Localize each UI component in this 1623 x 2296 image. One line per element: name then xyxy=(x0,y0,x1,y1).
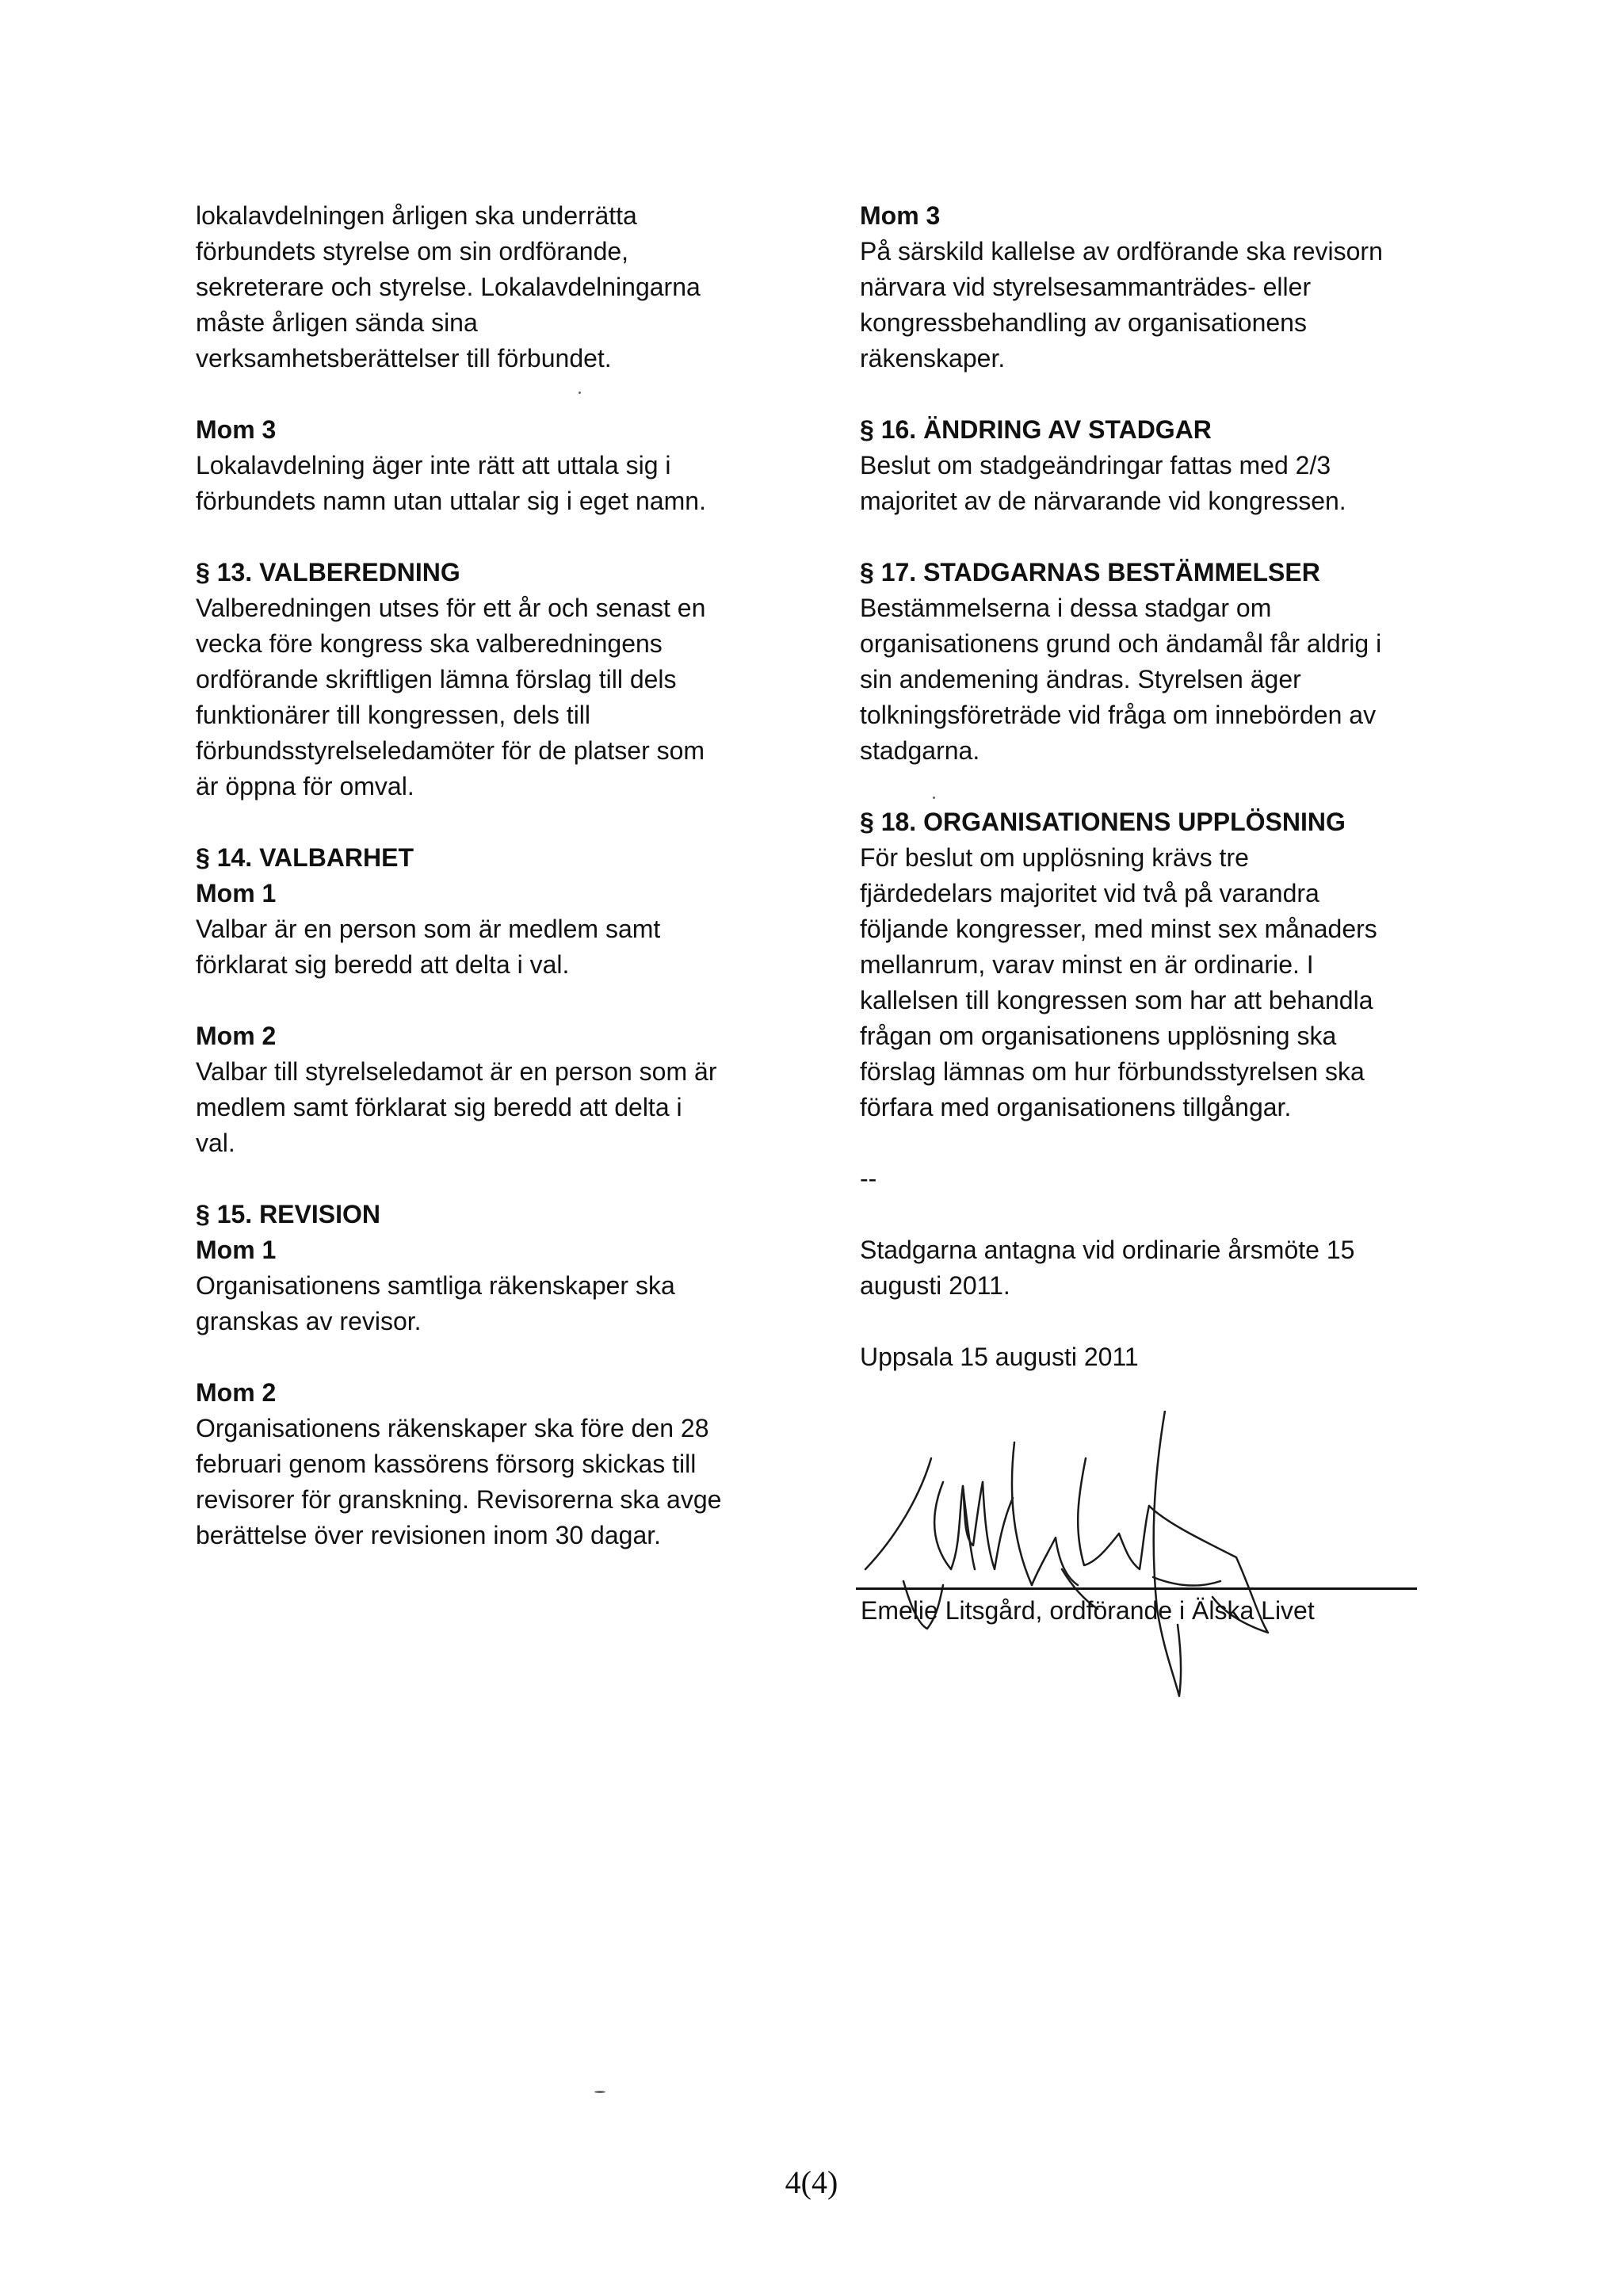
text-line: medlem samt förklarat sig beredd att delta i xyxy=(196,1093,682,1121)
body-paragraph xyxy=(196,1054,798,1161)
paragraph-gap xyxy=(860,1125,1470,1161)
text-line: majoritet av de närvarande vid kongressen. xyxy=(860,487,1346,515)
section-heading: Mom 1 xyxy=(196,879,277,907)
body-paragraph xyxy=(860,1339,1470,1375)
text-line: augusti 2011. xyxy=(860,1271,1010,1300)
text-line: granskas av revisor. xyxy=(196,1307,422,1335)
text-line: funktionärer till kongressen, dels till xyxy=(196,701,591,729)
page-number: 4(4) xyxy=(785,2164,838,2200)
text-line: På särskild kallelse av ordförande ska revisorn xyxy=(860,237,1383,266)
section-heading: § 15. REVISION xyxy=(196,1200,380,1228)
text-line: Bestämmelserna i dessa stadgar om xyxy=(860,594,1272,622)
text-line: Valbar är en person som är medlem samt xyxy=(196,915,661,943)
section-heading: § 13. VALBEREDNING xyxy=(196,558,460,586)
text-line: kallelsen till kongressen som har att behandla xyxy=(860,986,1373,1014)
text-line: stadgarna. xyxy=(860,736,980,765)
section-heading: § 14. VALBARHET xyxy=(196,843,414,872)
body-paragraph xyxy=(196,448,798,519)
text-line: ordförande skriftligen lämna förslag till dels xyxy=(196,665,677,693)
text-line: förbundsstyrelseledamöter för de platser som xyxy=(196,736,705,765)
paragraph-gap xyxy=(860,376,1470,412)
text-line: förklarat sig beredd att delta i val. xyxy=(196,950,570,979)
text-line: förbundets namn utan uttalar sig i eget namn. xyxy=(196,487,706,515)
text-line: Lokalavdelning äger inte rätt att uttala sig i xyxy=(196,451,671,479)
paragraph-gap xyxy=(860,519,1470,555)
section-heading: § 18. ORGANISATIONENS UPPLÖSNING xyxy=(860,808,1346,836)
body-paragraph xyxy=(860,1161,1470,1197)
text-line: kongressbehandling av organisationens xyxy=(860,308,1307,337)
handwritten-signature xyxy=(824,1411,1458,1728)
text-line: Valbar till styrelseledamot är en person som är xyxy=(196,1057,717,1086)
text-line: förbundets styrelse om sin ordförande, xyxy=(196,237,629,266)
text-line: frågan om organisationens upplösning ska xyxy=(860,1022,1337,1050)
text-line: berättelse över revisionen inom 30 dagar. xyxy=(196,1521,662,1549)
body-paragraph xyxy=(196,1411,798,1553)
text-line: räkenskaper. xyxy=(860,344,1006,372)
text-line: tolkningsföreträde vid fråga om innebörden av xyxy=(860,701,1377,729)
section-heading: Mom 3 xyxy=(860,201,941,230)
speck-mark xyxy=(933,797,935,799)
paragraph-gap xyxy=(196,376,798,412)
text-line: verksamhetsberättelser till förbundet. xyxy=(196,344,612,372)
paragraph-gap xyxy=(860,769,1470,804)
text-line: är öppna för omval. xyxy=(196,772,414,800)
section-heading: Mom 1 xyxy=(196,1236,277,1264)
body-paragraph xyxy=(196,590,798,804)
text-line: sin andemening ändras. Styrelsen äger xyxy=(860,665,1301,693)
signature-block xyxy=(824,1411,1458,1728)
text-line: fjärdedelars majoritet vid två på varandra xyxy=(860,879,1319,907)
text-line: Stadgarna antagna vid ordinarie årsmöte 15 xyxy=(860,1236,1355,1264)
text-line: För beslut om upplösning krävs tre xyxy=(860,843,1249,872)
body-paragraph xyxy=(860,448,1470,519)
paragraph-gap xyxy=(196,804,798,840)
section-heading: Mom 2 xyxy=(196,1378,277,1407)
section-heading: Mom 3 xyxy=(196,415,277,444)
text-line: närvara vid styrelsesammanträdes- eller xyxy=(860,273,1312,301)
text-line: vecka före kongress ska valberedningens xyxy=(196,629,663,658)
text-line: revisorer för granskning. Revisorerna ska avge xyxy=(196,1485,722,1514)
text-line: mellanrum, varav minst en är ordinarie. I xyxy=(860,950,1314,979)
right-column xyxy=(860,198,1470,1375)
body-paragraph xyxy=(196,198,798,376)
text-line: Uppsala 15 augusti 2011 xyxy=(860,1343,1139,1371)
text-line: val. xyxy=(196,1129,235,1157)
text-line: måste årligen sända sina xyxy=(196,308,478,337)
paragraph-gap xyxy=(196,983,798,1018)
paragraph-gap xyxy=(196,519,798,555)
body-paragraph xyxy=(860,590,1470,769)
body-paragraph xyxy=(860,234,1470,376)
paragraph-gap xyxy=(196,1161,798,1197)
text-line: förfara med organisationens tillgångar. xyxy=(860,1093,1292,1121)
text-line: Beslut om stadgeändringar fattas med 2/3 xyxy=(860,451,1331,479)
text-line: organisationens grund och ändamål får aldrig i xyxy=(860,629,1382,658)
paragraph-gap xyxy=(196,1339,798,1375)
signature-line xyxy=(856,1587,1417,1590)
body-paragraph xyxy=(860,1232,1470,1304)
text-line: lokalavdelningen årligen ska underrätta xyxy=(196,201,637,230)
text-line: -- xyxy=(860,1164,877,1193)
text-line: Valberedningen utses för ett år och senast en xyxy=(196,594,706,622)
section-heading: § 17. STADGARNAS BESTÄMMELSER xyxy=(860,558,1320,586)
text-line: februari genom kassörens försorg skickas till xyxy=(196,1450,697,1478)
signature-name: Emelie Litsgård, ordförande i Älska Livet xyxy=(861,1596,1315,1625)
text-line: Organisationens samtliga räkenskaper ska xyxy=(196,1271,675,1300)
section-heading: Mom 2 xyxy=(196,1022,277,1050)
body-paragraph xyxy=(196,1268,798,1339)
text-line: sekreterare och styrelse. Lokalavdelningarna xyxy=(196,273,701,301)
body-paragraph xyxy=(860,840,1470,1125)
text-line: Organisationens räkenskaper ska före den 28 xyxy=(196,1414,709,1442)
text-line: följande kongresser, med minst sex månaders xyxy=(860,915,1377,943)
text-line: förslag lämnas om hur förbundsstyrelsen ska xyxy=(860,1057,1365,1086)
speck-mark xyxy=(594,2091,605,2093)
paragraph-gap xyxy=(860,1304,1470,1339)
body-paragraph xyxy=(196,911,798,983)
left-column xyxy=(196,198,798,1553)
speck-mark xyxy=(579,392,581,394)
paragraph-gap xyxy=(860,1197,1470,1232)
section-heading: § 16. ÄNDRING AV STADGAR xyxy=(860,415,1212,444)
